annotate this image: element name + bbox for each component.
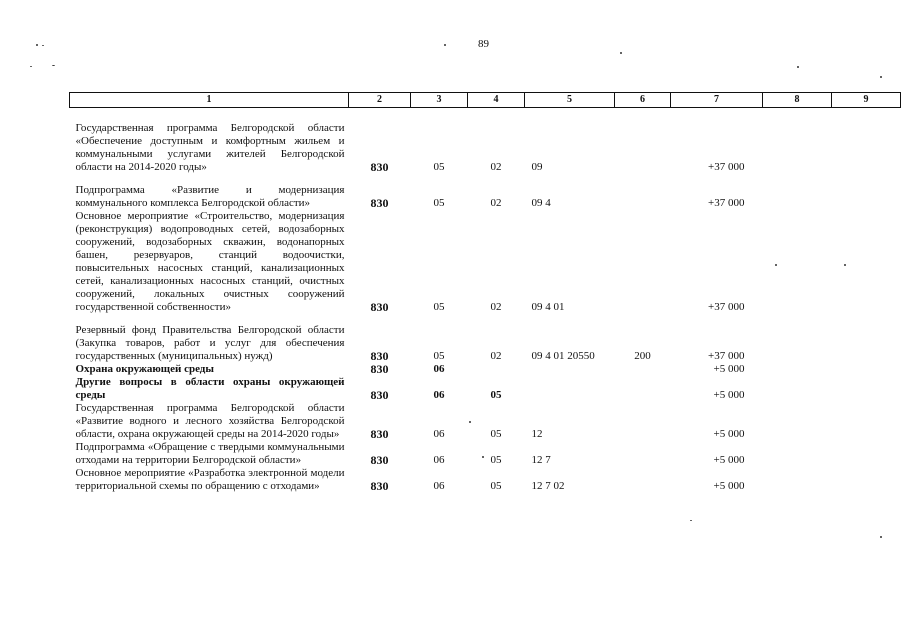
row-subsection: 02: [490, 301, 502, 313]
header-cell-2: 2: [349, 93, 411, 108]
row-amount: +37 000: [708, 350, 745, 362]
row-section: 06: [433, 428, 445, 440]
row-expense-type: [615, 108, 671, 175]
row-section: 06: [433, 454, 445, 466]
row-ministry-code: 830: [370, 196, 389, 210]
row-col-8: [763, 174, 832, 210]
scan-speck: [36, 44, 38, 46]
row-expense-type: [615, 467, 671, 493]
row-ministry-code: 830: [370, 349, 389, 363]
budget-table: [69, 92, 901, 493]
row-amount: +5 000: [713, 389, 745, 401]
scan-speck: [482, 456, 484, 458]
header-cell-4: 4: [468, 93, 525, 108]
row-name: Основное мероприятие «Разработка электронной модели территориальной схемы по обращению с отходами»: [75, 467, 345, 492]
row-col-9: [832, 441, 901, 467]
row-name: Основное мероприятие «Строительство, модернизация (реконструкция) водопроводных сетей, водозаборных сооружений, водозаборных скважин, водонапорных башен, резервуаров, станций водоочистки, повысительных насосных станций, канализационных сетей, канализационных насосных станций, очистных сооружений, локальных очистных сооружений государственной собственности»: [75, 210, 345, 313]
row-col-8: [763, 363, 832, 376]
row-ministry-code: 830: [370, 388, 389, 402]
row-ministry-code: 830: [370, 362, 389, 376]
row-expense-type: 200: [634, 350, 651, 362]
row-ministry-code: 830: [370, 453, 389, 467]
row-expense-type: [615, 441, 671, 467]
row-target-article: 12 7: [531, 454, 551, 466]
header-cell-6: 6: [615, 93, 671, 108]
table-row: [70, 174, 901, 210]
scan-speck: [880, 76, 882, 78]
row-expense-type: [615, 376, 671, 402]
page-number: 89: [478, 38, 489, 50]
row-section: 06: [433, 363, 445, 375]
header-cell-5: 5: [525, 93, 615, 108]
row-amount: +5 000: [713, 454, 745, 466]
table-row: [70, 108, 901, 175]
row-target-article: 09 4 01 20550: [531, 350, 595, 362]
row-section: 05: [433, 197, 445, 209]
row-amount: +5 000: [713, 480, 745, 492]
row-col-8: [763, 402, 832, 441]
row-section: 05: [433, 350, 445, 362]
header-cell-8: 8: [763, 93, 832, 108]
row-col-9: [832, 467, 901, 493]
row-col-8: [763, 467, 832, 493]
row-ministry-code: 830: [370, 160, 389, 174]
table-row: [70, 314, 901, 363]
row-amount: +37 000: [708, 161, 745, 173]
scan-speck: [797, 66, 799, 68]
scan-speck: [620, 52, 622, 54]
table-row: [70, 210, 901, 314]
row-target-article: 09 4: [531, 197, 551, 209]
row-col-9: [832, 363, 901, 376]
row-target-article: 12 7 02: [531, 480, 565, 492]
row-name: Другие вопросы в области охраны окружающей среды: [75, 376, 345, 401]
row-amount: +37 000: [708, 301, 745, 313]
table-row: [70, 402, 901, 441]
row-expense-type: [615, 402, 671, 441]
row-amount: +37 000: [708, 197, 745, 209]
row-subsection: 02: [490, 161, 502, 173]
row-subsection: 05: [490, 389, 502, 401]
scan-speck: [30, 66, 32, 67]
row-name: Государственная программа Белгородской области «Развитие водного и лесного хозяйства Белгородской области, охрана окружающей среды на 2014-2020 годы»: [75, 402, 345, 440]
row-amount: +5 000: [713, 428, 745, 440]
row-name: Резервный фонд Правительства Белгородской области (Закупка товаров, работ и услуг для обеспечения государственных (муниципальных) нужд): [75, 324, 345, 362]
row-subsection: 05: [490, 428, 502, 440]
row-section: 05: [433, 161, 445, 173]
row-ministry-code: 830: [370, 479, 389, 493]
header-row: [70, 93, 901, 108]
scan-speck: [42, 45, 44, 46]
row-expense-type: [615, 363, 671, 376]
row-section: 06: [433, 389, 445, 401]
table-row: [70, 467, 901, 493]
row-subsection: 05: [490, 454, 502, 466]
row-col-9: [832, 402, 901, 441]
row-subsection: [468, 363, 525, 376]
header-cell-1: 1: [70, 93, 349, 108]
row-section: 05: [433, 301, 445, 313]
row-col-8: [763, 108, 832, 175]
row-name: Государственная программа Белгородской области «Обеспечение доступным и комфортным жильем и коммунальными услугами жителей Белгородской области на 2014-2020 годы»: [75, 122, 345, 173]
row-target-article: 09 4 01: [531, 301, 565, 313]
row-subsection: 02: [490, 197, 502, 209]
header-cell-3: 3: [411, 93, 468, 108]
row-subsection: 05: [490, 480, 502, 492]
scan-speck: [469, 421, 471, 423]
row-target-article: 09: [531, 161, 543, 173]
row-target-article: [525, 376, 615, 402]
row-subsection: 02: [490, 350, 502, 362]
row-amount: +5 000: [713, 363, 745, 375]
row-name: Охрана окружающей среды: [75, 363, 214, 375]
row-col-9: [832, 174, 901, 210]
row-col-9: [832, 108, 901, 175]
row-expense-type: [615, 174, 671, 210]
table-row: [70, 376, 901, 402]
scan-speck: [880, 536, 882, 538]
row-target-article: [525, 363, 615, 376]
table-row: [70, 441, 901, 467]
header-cell-7: 7: [671, 93, 763, 108]
row-section: 06: [433, 480, 445, 492]
row-col-8: [763, 210, 832, 314]
scan-speck: [52, 65, 55, 66]
scan-speck: [444, 44, 446, 46]
row-expense-type: [615, 210, 671, 314]
row-ministry-code: 830: [370, 427, 389, 441]
header-cell-9: 9: [832, 93, 901, 108]
row-name: Подпрограмма «Обращение с твердыми коммунальными отходами на территории Белгородской области»: [75, 441, 345, 466]
row-col-9: [832, 314, 901, 363]
row-target-article: 12: [531, 428, 543, 440]
scan-speck: [690, 520, 692, 521]
scan-speck: [844, 264, 846, 266]
row-col-9: [832, 210, 901, 314]
row-col-8: [763, 314, 832, 363]
table-row: [70, 363, 901, 376]
row-col-9: [832, 376, 901, 402]
row-ministry-code: 830: [370, 300, 389, 314]
row-col-8: [763, 376, 832, 402]
scan-speck: [775, 264, 777, 266]
row-col-8: [763, 441, 832, 467]
row-name: Подпрограмма «Развитие и модернизация коммунального комплекса Белгородской области»: [75, 184, 345, 209]
